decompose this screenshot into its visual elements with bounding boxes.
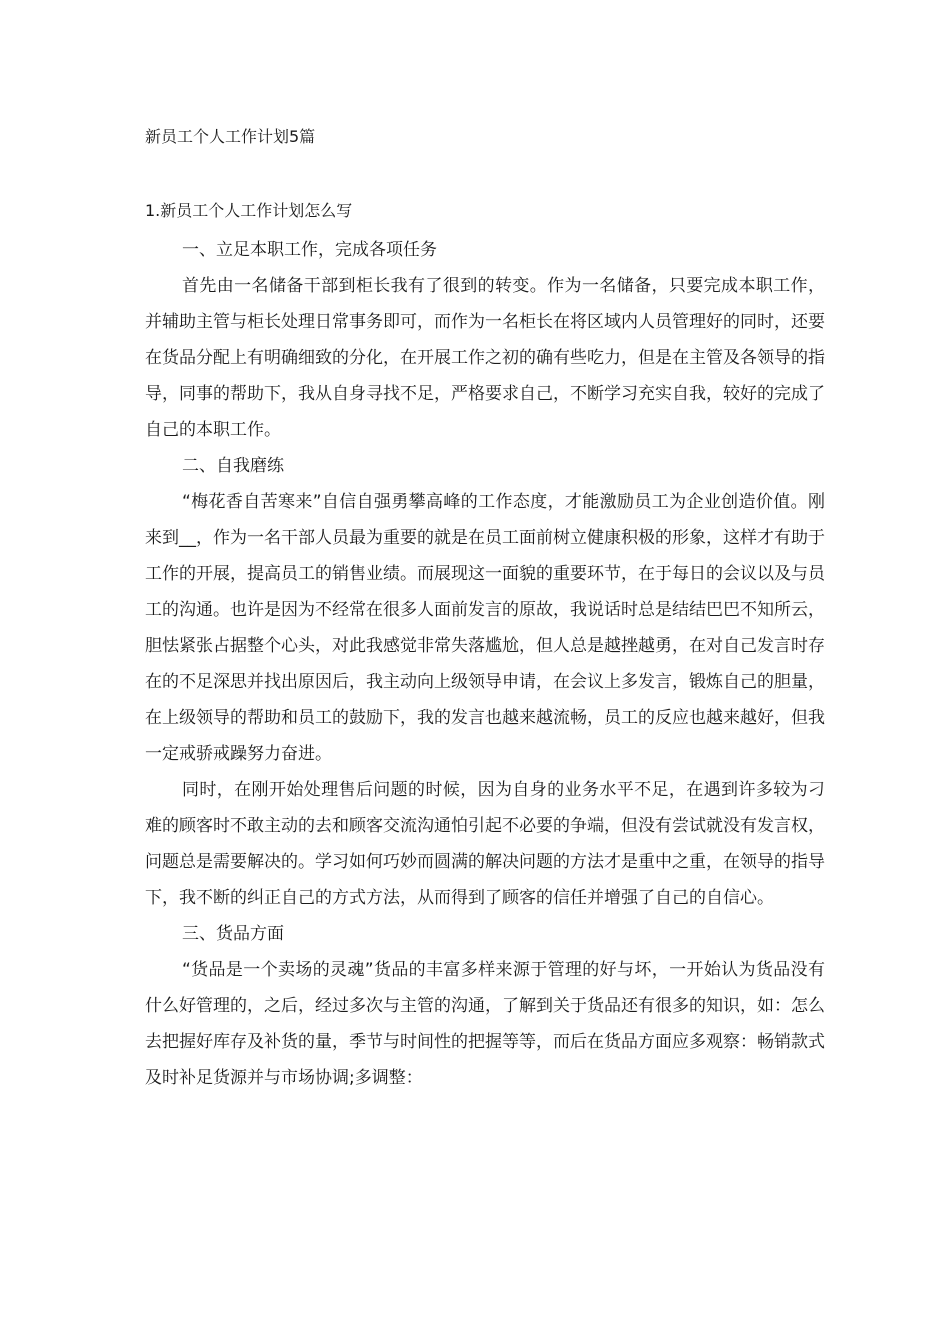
paragraph-self-training: “梅花香自苦寒来”自信自强勇攀高峰的工作态度，才能激励员工为企业创造价值。刚来到__，作为一名干部人员最为重要的就是在员工面前树立健康积极的形象，这样才有助于工作的开展，提高员工的销售业绩。而展现这一面貌的重要环节，在于每日的会议以及与员工的沟通。也许是因为不经常在很多人面前发言的原故，我说话时总是结结巴巴不知所云，胆怯紧张占据整个心头，对此我感觉非常失落尴尬，但人总是越挫越勇，在对自己发言时存在的不足深思并找出原因后，我主动向上级领导申请，在会议上多发言，锻炼自己的胆量，在上级领导的帮助和员工的鼓励下，我的发言也越来越流畅，员工的反应也越来越好，但我一定戒骄戒躁努力奋进。 (145, 492, 825, 764)
document-body (145, 232, 825, 1096)
heading-duty: 一、立足本职工作，完成各项任务 (182, 240, 437, 260)
paragraph-after-sales: 同时，在刚开始处理售后问题的时候，因为自身的业务水平不足，在遇到许多较为刁难的顾客时不敢主动的去和顾客交流沟通怕引起不必要的争端，但没有尝试就没有发言权，问题总是需要解决的。学习如何巧妙而圆满的解决问题的方法才是重中之重，在领导的指导下，我不断的纠正自己的方式方法，从而得到了顾客的信任并增强了自己的自信心。 (145, 780, 825, 908)
document-title: 新员工个人工作计划5篇 (145, 127, 316, 146)
heading-self-training: 二、自我磨练 (182, 456, 284, 476)
heading-goods: 三、货品方面 (182, 924, 284, 944)
paragraph-duty: 首先由一名储备干部到柜长我有了很到的转变。作为一名储备，只要完成本职工作，并辅助主管与柜长处理日常事务即可，而作为一名柜长在将区域内人员管理好的同时，还要在货品分配上有明确细致的分化，在开展工作之初的确有些吃力，但是在主管及各领导的指导，同事的帮助下，我从自身寻找不足，严格要求自己，不断学习充实自我，较好的完成了自己的本职工作。 (145, 276, 825, 440)
paragraph-goods: “货品是一个卖场的灵魂”货品的丰富多样来源于管理的好与坏，一开始认为货品没有什么好管理的，之后，经过多次与主管的沟通，了解到关于货品还有很多的知识，如：怎么去把握好库存及补货的量，季节与时间性的把握等等，而后在货品方面应多观察：畅销款式及时补足货源并与市场协调;多调整： (145, 960, 825, 1088)
section-title: 1.新员工个人工作计划怎么写 (145, 201, 353, 220)
